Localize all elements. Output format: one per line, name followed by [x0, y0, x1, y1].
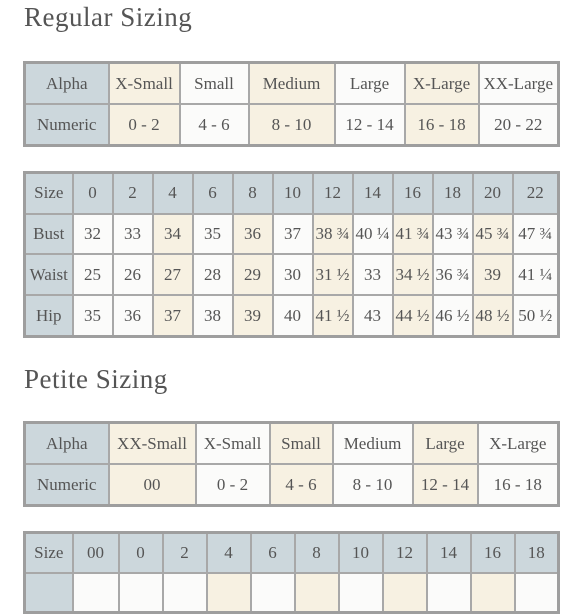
table-cell: Medium — [249, 63, 335, 105]
table-cell: 25 — [73, 254, 113, 295]
table-cell: 33 — [113, 214, 153, 255]
table-cell: 35 — [73, 295, 113, 336]
table-cell — [119, 573, 163, 613]
table-row — [25, 104, 559, 146]
row-label: Size — [25, 173, 73, 214]
table-cell: 32 — [73, 214, 113, 255]
table-cell: 40 — [273, 295, 313, 336]
table-cell — [471, 573, 515, 613]
size-header-cell: 22 — [513, 173, 559, 214]
row-label: Waist — [25, 254, 73, 295]
size-header-cell: 4 — [153, 173, 193, 214]
size-header-cell: 18 — [515, 533, 559, 573]
table-row — [25, 423, 559, 465]
table-cell: 29 — [233, 254, 273, 295]
table-cell: 37 — [273, 214, 313, 255]
size-header-cell: 6 — [193, 173, 233, 214]
table-cell: 12 - 14 — [413, 464, 478, 506]
table-row — [25, 573, 559, 613]
table-cell: 45 ¾ — [473, 214, 513, 255]
size-header-cell: 12 — [383, 533, 427, 573]
table-cell — [251, 573, 295, 613]
table-cell: Large — [335, 63, 405, 105]
table-cell: 39 — [233, 295, 273, 336]
table-cell: Large — [413, 423, 478, 465]
table-cell: 0 - 2 — [109, 104, 180, 146]
table-cell: 26 — [113, 254, 153, 295]
table-cell — [515, 573, 559, 613]
row-label: Alpha — [25, 423, 109, 465]
table-cell: 36 — [113, 295, 153, 336]
table-cell: XX-Large — [479, 63, 559, 105]
table-cell: 48 ½ — [473, 295, 513, 336]
regular-sizing-title: Regular Sizing — [24, 2, 193, 32]
size-header-cell: 0 — [119, 533, 163, 573]
table-row — [25, 173, 559, 214]
table-cell: 0 - 2 — [196, 464, 270, 506]
table-cell: 46 ½ — [433, 295, 473, 336]
row-label: Numeric — [25, 104, 109, 146]
table-row — [25, 63, 559, 105]
table-cell: 41 ¼ — [513, 254, 559, 295]
size-header-cell: 0 — [73, 173, 113, 214]
size-header-cell: 12 — [313, 173, 353, 214]
petite-sizing-title: Petite Sizing — [24, 364, 168, 394]
table-cell: 38 — [193, 295, 233, 336]
table-cell: XX-Small — [109, 423, 196, 465]
table-cell: 28 — [193, 254, 233, 295]
size-header-cell: 8 — [295, 533, 339, 573]
table-cell — [383, 573, 427, 613]
size-header-cell: 2 — [163, 533, 207, 573]
table-cell: 00 — [109, 464, 196, 506]
table-cell: 43 — [353, 295, 393, 336]
size-header-cell: 6 — [251, 533, 295, 573]
table-cell: 36 — [233, 214, 273, 255]
table-cell: 30 — [273, 254, 313, 295]
table-cell: 12 - 14 — [335, 104, 405, 146]
table-cell: 41 ¾ — [393, 214, 433, 255]
table-cell: 41 ½ — [313, 295, 353, 336]
table-row — [25, 464, 559, 506]
table-cell: 4 - 6 — [180, 104, 249, 146]
size-header-cell: 10 — [273, 173, 313, 214]
table-cell: 20 - 22 — [479, 104, 559, 146]
table-cell: 35 — [193, 214, 233, 255]
petite-measurement-table — [23, 531, 560, 614]
table-cell: Small — [180, 63, 249, 105]
size-header-cell: 4 — [207, 533, 251, 573]
table-cell: Medium — [333, 423, 413, 465]
table-cell: 36 ¾ — [433, 254, 473, 295]
table-cell — [427, 573, 471, 613]
size-header-cell: 00 — [73, 533, 119, 573]
table-cell: X-Small — [109, 63, 180, 105]
table-row — [25, 254, 559, 295]
table-row — [25, 533, 559, 573]
table-cell: 8 - 10 — [249, 104, 335, 146]
table-cell: 47 ¾ — [513, 214, 559, 255]
size-header-cell: 2 — [113, 173, 153, 214]
size-header-cell: 16 — [393, 173, 433, 214]
table-cell: 38 ¾ — [313, 214, 353, 255]
size-header-cell: 10 — [339, 533, 383, 573]
table-cell: Small — [270, 423, 333, 465]
table-cell: 16 - 18 — [405, 104, 479, 146]
size-header-cell: 14 — [427, 533, 471, 573]
table-cell: 31 ½ — [313, 254, 353, 295]
table-cell: 34 — [153, 214, 193, 255]
table-cell: 44 ½ — [393, 295, 433, 336]
row-label: Hip — [25, 295, 73, 336]
row-label: Size — [25, 533, 73, 573]
table-cell — [207, 573, 251, 613]
regular-alpha-table — [23, 61, 560, 147]
size-header-cell: 16 — [471, 533, 515, 573]
size-header-cell: 18 — [433, 173, 473, 214]
table-cell: 34 ½ — [393, 254, 433, 295]
table-cell — [163, 573, 207, 613]
petite-alpha-table — [23, 421, 560, 507]
table-cell — [73, 573, 119, 613]
table-row — [25, 214, 559, 255]
row-label: Bust — [25, 214, 73, 255]
row-label: Alpha — [25, 63, 109, 105]
size-header-cell: 14 — [353, 173, 393, 214]
table-cell: 39 — [473, 254, 513, 295]
table-cell: 43 ¾ — [433, 214, 473, 255]
table-cell: 27 — [153, 254, 193, 295]
table-cell — [295, 573, 339, 613]
table-cell: 37 — [153, 295, 193, 336]
row-label — [25, 573, 73, 613]
table-cell: 8 - 10 — [333, 464, 413, 506]
table-row — [25, 295, 559, 336]
row-label: Numeric — [25, 464, 109, 506]
size-header-cell: 8 — [233, 173, 273, 214]
table-cell: 33 — [353, 254, 393, 295]
table-cell — [339, 573, 383, 613]
table-cell: 16 - 18 — [478, 464, 559, 506]
table-cell: X-Large — [405, 63, 479, 105]
table-cell: X-Large — [478, 423, 559, 465]
size-header-cell: 20 — [473, 173, 513, 214]
table-cell: X-Small — [196, 423, 270, 465]
regular-measurement-table — [23, 171, 560, 338]
table-cell: 50 ½ — [513, 295, 559, 336]
table-cell: 40 ¼ — [353, 214, 393, 255]
table-cell: 4 - 6 — [270, 464, 333, 506]
